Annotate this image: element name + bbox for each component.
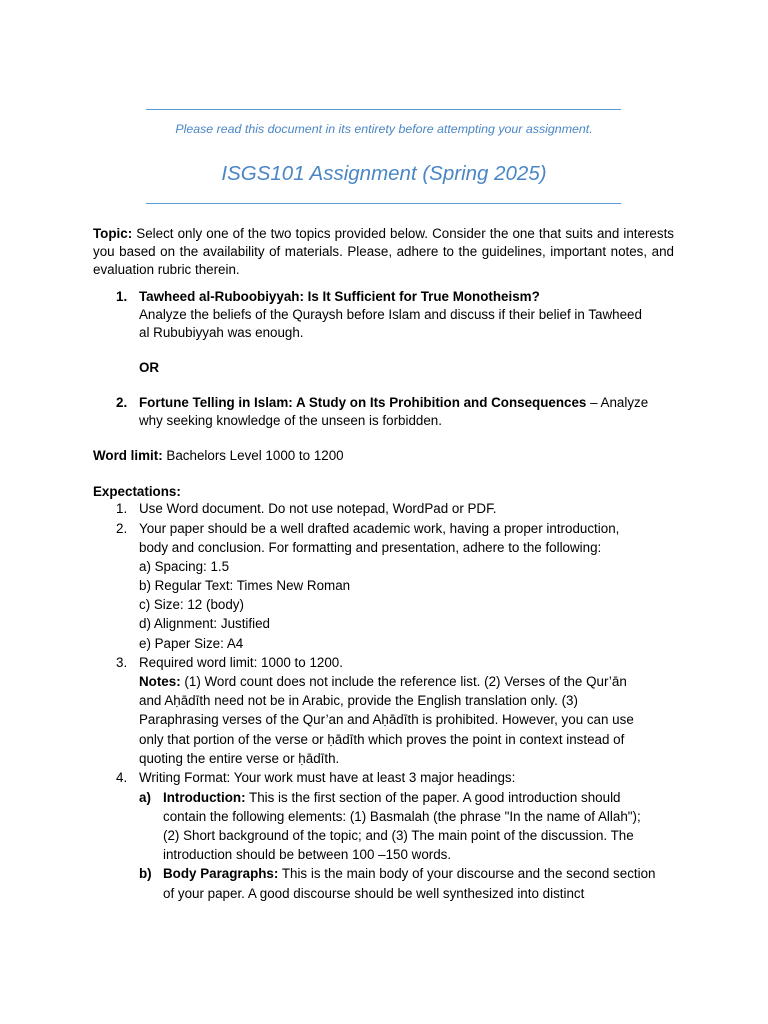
- introduction-line: contain the following elements: (1) Basmalah (the phrase "In the name of Allah");: [163, 809, 641, 824]
- title-underline: [146, 203, 621, 204]
- format-spacing: a) Spacing: 1.5: [139, 559, 230, 574]
- introduction-line: (2) Short background of the topic; and (3) The main point of the discussion. The: [163, 828, 634, 843]
- sub-b-first-line: [163, 865, 655, 883]
- topic-2-title: Fortune Telling in Islam: A Study on Its Prohibition and Consequences: [139, 395, 587, 410]
- topic-2-desc-line: why seeking knowledge of the unseen is forbidden.: [139, 413, 442, 428]
- topic-2-number: 2.: [116, 395, 128, 410]
- word-limit-value: Bachelors Level 1000 to 1200: [166, 448, 344, 463]
- topic-1-number: 1.: [116, 289, 128, 304]
- expectation-2-line: body and conclusion. For formatting and presentation, adhere to the following:: [139, 540, 602, 555]
- notes-first: (1) Word count does not include the reference list. (2) Verses of the Qur’ān: [184, 674, 627, 689]
- notes-line: and Aḥādīth need not be in Arabic, provide the English translation only. (3): [139, 693, 578, 708]
- format-alignment: d) Alignment: Justified: [139, 616, 270, 631]
- word-limit: [93, 447, 344, 465]
- topic-text: Select only one of the two topics provided below. Consider the one that suits and interests you based on the availability of materials. Please, adhere to the guidelines, important notes, and evaluation rubric therein.: [93, 226, 674, 277]
- expectation-1-number: 1.: [116, 501, 128, 516]
- body-paragraphs-label: Body Paragraphs:: [163, 866, 279, 881]
- page-title: ISGS101 Assignment (Spring 2025): [221, 162, 547, 185]
- expectation-2-number: 2.: [116, 521, 128, 536]
- topic-2-desc-first: – Analyze: [586, 395, 649, 410]
- expectations-heading: Expectations:: [93, 484, 181, 499]
- format-paper-size: e) Paper Size: A4: [139, 636, 244, 651]
- word-limit-label: Word limit:: [93, 448, 163, 463]
- expectation-3-number: 3.: [116, 655, 128, 670]
- topic-2-heading: [139, 394, 648, 412]
- expectation-3-text: Required word limit: 1000 to 1200.: [139, 655, 343, 670]
- introduction-line: introduction should be between 100 –150 words.: [163, 847, 452, 862]
- format-regular-text: b) Regular Text: Times New Roman: [139, 578, 351, 593]
- expectation-2-line: Your paper should be a well drafted academic work, having a proper introduction,: [139, 521, 620, 536]
- notes-label: Notes:: [139, 674, 181, 689]
- top-rule: [146, 109, 621, 110]
- body-paragraphs-line: of your paper. A good discourse should be well synthesized into distinct: [163, 886, 585, 901]
- topic-label: Topic:: [93, 226, 133, 241]
- topic-paragraph: [93, 225, 674, 279]
- topic-1-desc-line: al Rububiyyah was enough.: [139, 325, 304, 340]
- read-notice: Please read this document in its entirety before attempting your assignment.: [175, 122, 593, 136]
- expectation-4-number: 4.: [116, 770, 128, 785]
- or-separator: OR: [139, 360, 160, 375]
- introduction-label: Introduction:: [163, 790, 246, 805]
- expectation-1-text: Use Word document. Do not use notepad, WordPad or PDF.: [139, 501, 497, 516]
- sub-b-letter: b): [139, 866, 152, 881]
- expectation-4-text: Writing Format: Your work must have at least 3 major headings:: [139, 770, 516, 785]
- notes-line: Paraphrasing verses of the Qur’an and Aḥādīth is prohibited. However, you can use: [139, 712, 634, 727]
- introduction-first: This is the first section of the paper. A good introduction should: [245, 790, 621, 805]
- notes-line: quoting the entire verse or ḥādīth.: [139, 751, 340, 766]
- topic-1-title: Tawheed al-Ruboobiyyah: Is It Sufficient for True Monotheism?: [139, 289, 540, 304]
- notes-first-line: [139, 673, 627, 691]
- sub-a-letter: a): [139, 790, 151, 805]
- topic-1-desc-line: Analyze the beliefs of the Quraysh before Islam and discuss if their belief in Tawheed: [139, 307, 642, 322]
- format-size: c) Size: 12 (body): [139, 597, 244, 612]
- body-paragraphs-first: This is the main body of your discourse and the second section: [278, 866, 656, 881]
- sub-a-first-line: [163, 789, 621, 807]
- notes-line: only that portion of the verse or ḥādīth which proves the point in context instead of: [139, 732, 625, 747]
